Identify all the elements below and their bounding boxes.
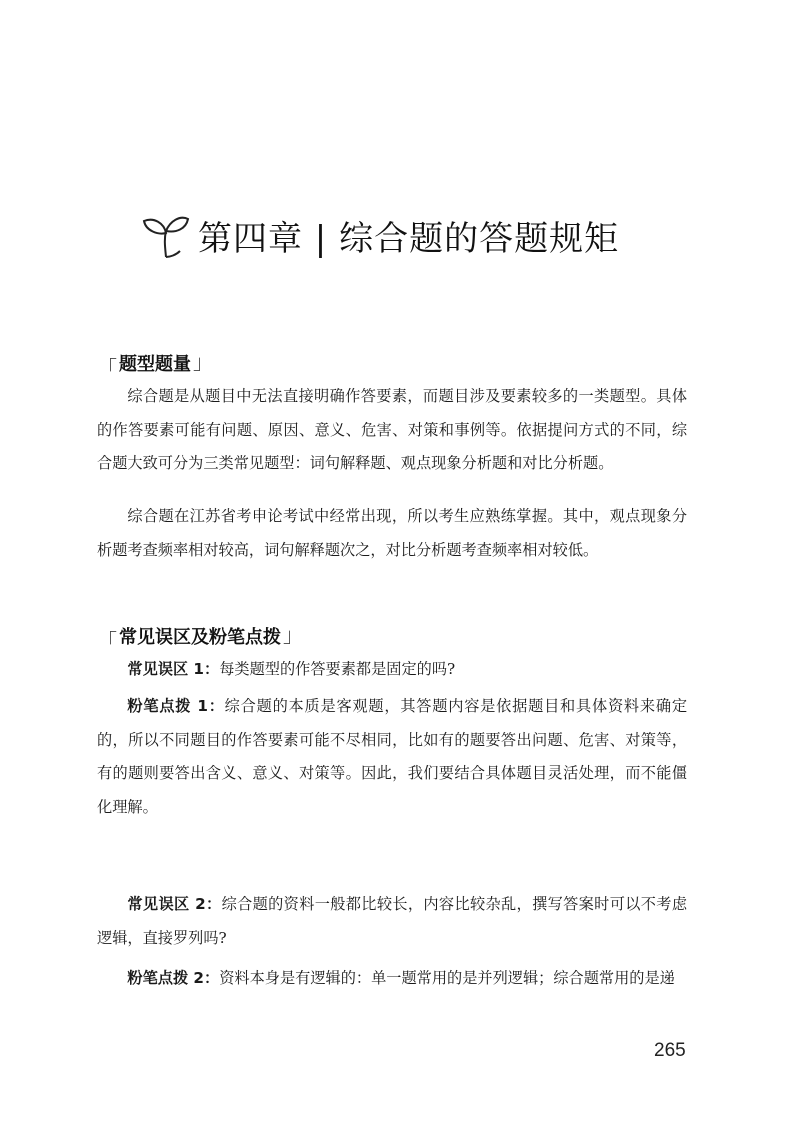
- qa-label: 常见误区 2：: [127, 895, 222, 913]
- qa-text: 每类题型的作答要素都是固定的吗?: [219, 660, 456, 678]
- section-heading-question-types: 「 题型题量 」: [97, 350, 213, 380]
- qa-label: 粉笔点拨 2：: [127, 969, 220, 987]
- section-heading-common-mistakes: 「 常见误区及粉笔点拨 」: [97, 623, 303, 653]
- chapter-title: [140, 205, 619, 265]
- chapter-title-text: 第四章 | 综合题的答题规矩: [198, 218, 620, 259]
- qa-item: [97, 888, 687, 955]
- paragraph: 综合题是从题目中无法直接明确作答要素，而题目涉及要素较多的一类题型。具体的作答要素可能有问题、原因、意义、危害、对策和事例等。依据提问方式的不同，综合题大致可分为三类常见题型：词句解释题、观点现象分析题和对比分析题。: [97, 387, 687, 472]
- qa-label: 常见误区 1：: [127, 660, 220, 678]
- qa-item: [97, 962, 687, 996]
- qa-label: 粉笔点拨 1：: [127, 697, 225, 715]
- qa-item: [97, 690, 687, 824]
- sprout-icon: [140, 209, 192, 261]
- qa-item: [97, 653, 687, 687]
- page-number: 265: [654, 1040, 686, 1061]
- qa-text: 资料本身是有逻辑的：单一题常用的是并列逻辑；综合题常用的是递: [219, 969, 675, 987]
- qa-text: 综合题的资料一般都比较长，内容比较杂乱，撰写答案时可以不考虑逻辑，直接罗列吗?: [97, 895, 688, 947]
- qa-text: 综合题的本质是客观题，其答题内容是依据题目和具体资料来确定的，所以不同题目的作答要素可能不尽相同，比如有的题要答出问题、危害、对策等，有的题则要答出含义、意义、对策等。因此，我们要结合具体题目灵活处理，而不能僵化理解。: [97, 697, 688, 816]
- paragraph: 综合题在江苏省考申论考试中经常出现，所以考生应熟练掌握。其中，观点现象分析题考查频率相对较高，词句解释题次之，对比分析题考查频率相对较低。: [97, 507, 687, 559]
